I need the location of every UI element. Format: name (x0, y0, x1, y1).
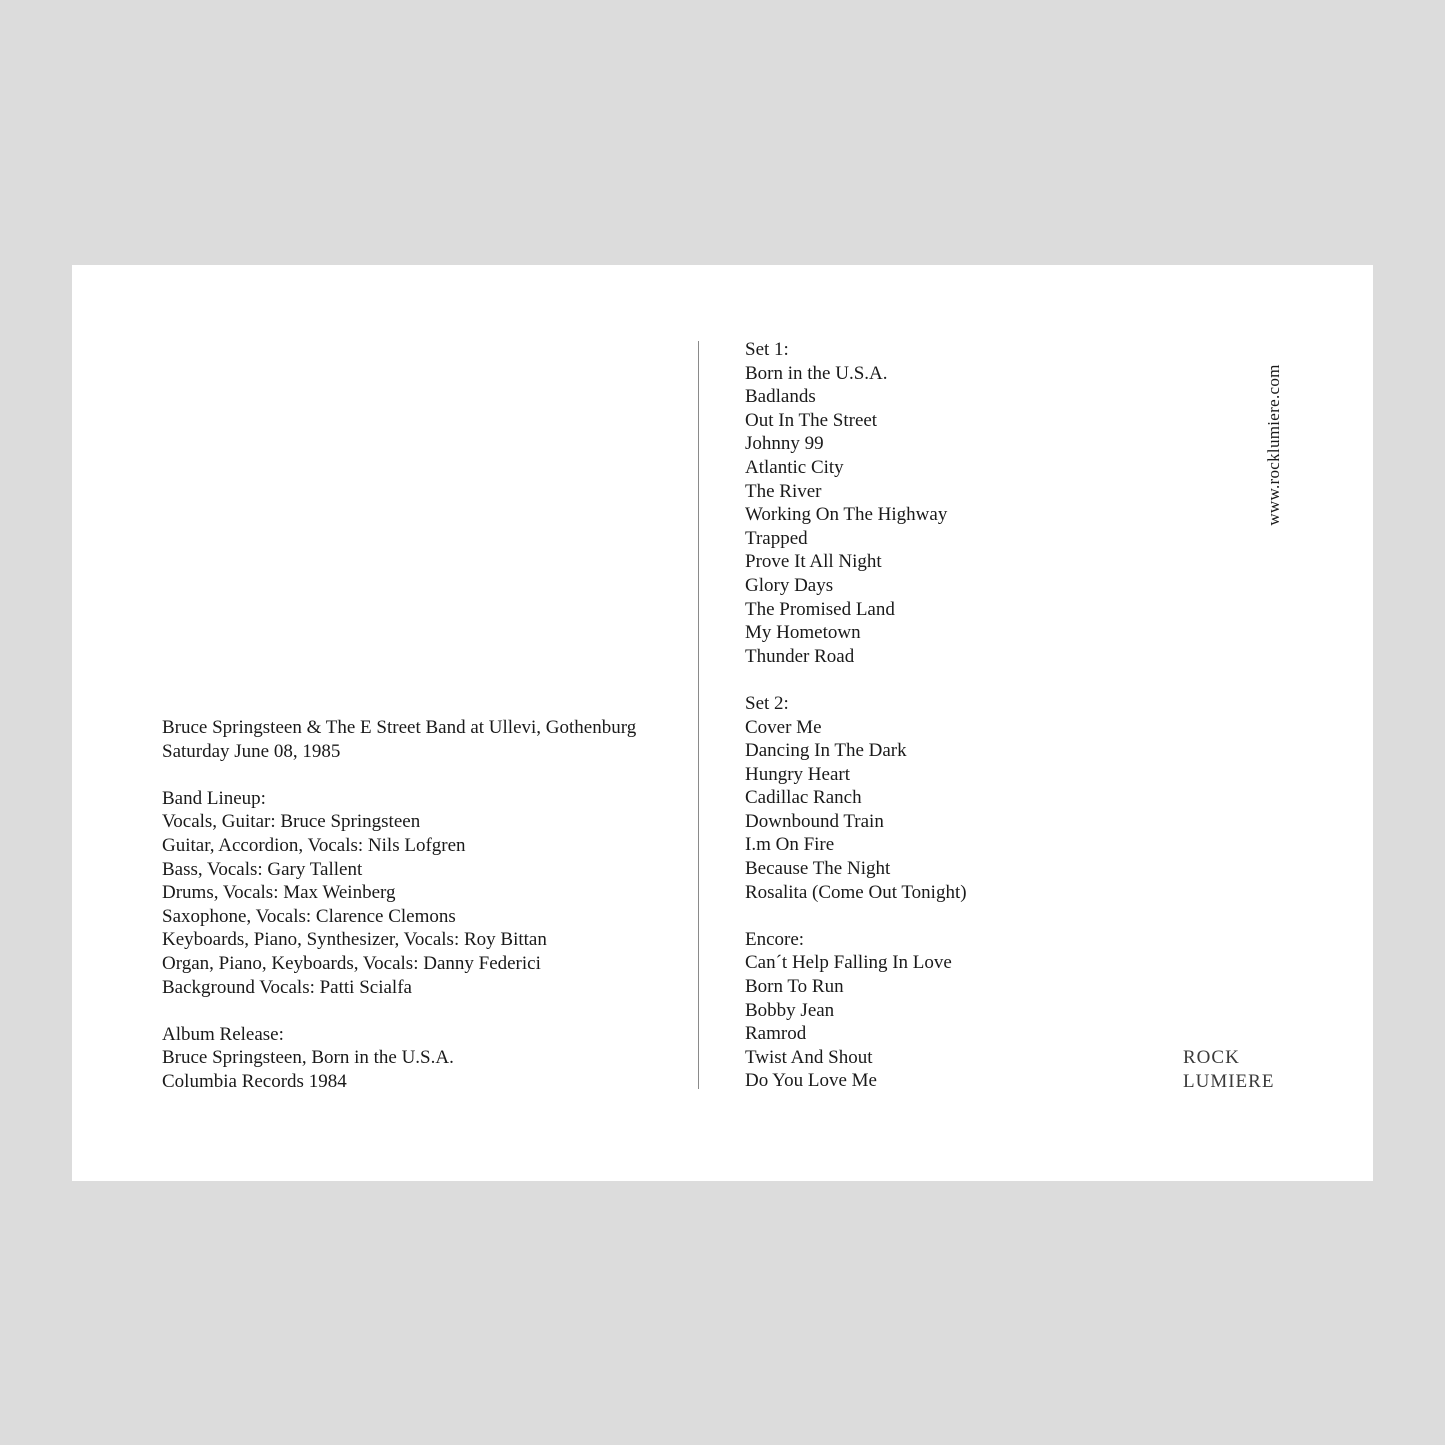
spacer (162, 763, 636, 787)
song-item: Dancing In The Dark (745, 740, 907, 762)
column-divider (698, 341, 699, 1089)
song-item: Working On The Highway (745, 504, 948, 526)
song-item: Rosalita (Come Out Tonight) (745, 881, 967, 903)
concert-info (162, 716, 636, 1094)
song-item: Born in the U.S.A. (745, 362, 888, 384)
song-item: Because The Night (745, 858, 891, 880)
record-label: Columbia Records 1984 (162, 1070, 347, 1092)
song-item: I.m On Fire (745, 834, 835, 856)
spacer (162, 999, 636, 1023)
song-item: Out In The Street (745, 409, 878, 431)
lineup-item: Bass, Vocals: Gary Tallent (162, 858, 363, 880)
logo-line-2: LUMIERE (1183, 1070, 1275, 1092)
song-item: Thunder Road (745, 645, 855, 667)
concert-title: Bruce Springsteen & The E Street Band at Ullevi, Gothenburg (162, 717, 637, 738)
song-item: Atlantic City (745, 456, 844, 478)
set1-heading: Set 1: (745, 339, 789, 360)
lineup-item: Drums, Vocals: Max Weinberg (162, 882, 396, 904)
concert-date: Saturday June 08, 1985 (162, 740, 341, 762)
song-item: Trapped (745, 527, 808, 549)
song-item: Do You Love Me (745, 1070, 877, 1092)
spacer (745, 668, 967, 692)
lineup-item: Organ, Piano, Keyboards, Vocals: Danny Federici (162, 952, 541, 974)
lineup-item: Background Vocals: Patti Scialfa (162, 976, 412, 998)
song-item: Downbound Train (745, 810, 884, 832)
song-item: The River (745, 480, 822, 502)
lineup-item: Saxophone, Vocals: Clarence Clemons (162, 905, 456, 927)
song-item: Prove It All Night (745, 551, 882, 573)
song-item: Johnny 99 (745, 433, 824, 455)
song-item: Cover Me (745, 716, 822, 738)
spacer (745, 904, 967, 928)
lineup-item: Guitar, Accordion, Vocals: Nils Lofgren (162, 834, 466, 856)
song-item: Hungry Heart (745, 763, 850, 785)
album-name: Bruce Springsteen, Born in the U.S.A. (162, 1047, 454, 1069)
song-item: Badlands (745, 386, 816, 408)
song-item: The Promised Land (745, 598, 895, 620)
song-item: Bobby Jean (745, 999, 835, 1021)
setlist (745, 338, 967, 1093)
setlist-card (72, 265, 1373, 1181)
song-item: Twist And Shout (745, 1046, 873, 1068)
song-item: My Hometown (745, 622, 861, 644)
lineup-item: Vocals, Guitar: Bruce Springsteen (162, 811, 421, 833)
lineup-heading: Band Lineup: (162, 787, 266, 809)
song-item: Glory Days (745, 574, 834, 596)
set2-heading: Set 2: (745, 692, 789, 714)
song-item: Born To Run (745, 976, 844, 998)
song-item: Ramrod (745, 1023, 807, 1045)
brand-logo (1183, 1046, 1274, 1093)
song-item: Cadillac Ranch (745, 787, 862, 809)
lineup-item: Keyboards, Piano, Synthesizer, Vocals: Roy Bittan (162, 929, 547, 951)
encore-heading: Encore: (745, 928, 805, 950)
logo-line-1: ROCK (1183, 1047, 1240, 1068)
website-url (1262, 357, 1286, 532)
song-item: Can´t Help Falling In Love (745, 952, 952, 974)
website-url-text: www.rocklumiere.com (1264, 363, 1283, 526)
album-heading: Album Release: (162, 1023, 284, 1045)
